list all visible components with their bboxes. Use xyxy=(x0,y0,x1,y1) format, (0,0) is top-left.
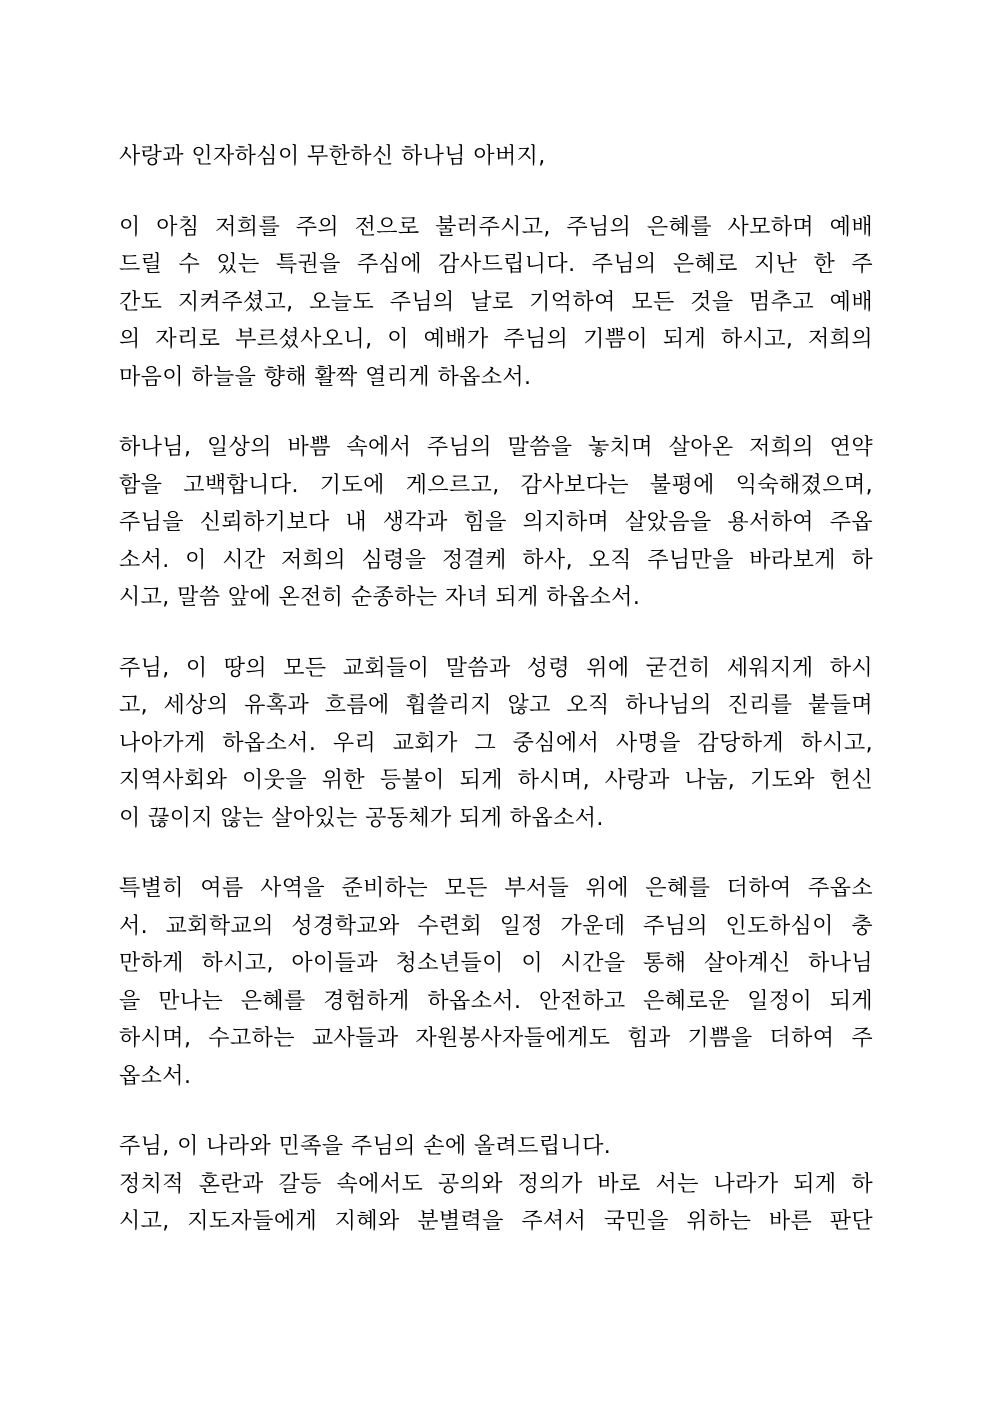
paragraph xyxy=(119,1128,873,1241)
paragraph xyxy=(119,650,873,838)
text-line: 하나님, 일상의 바쁨 속에서 주님의 말씀을 놓치며 살아온 저희의 연약 xyxy=(119,435,873,460)
text-line: 을 만나는 은혜를 경험하게 하옵소서. 안전하고 은혜로운 일정이 되게 xyxy=(119,988,873,1014)
text-line: 사랑과 인자하심이 무한하신 하나님 아버지, xyxy=(119,144,546,169)
text-line: 간도 지켜주셨고, 오늘도 주님의 날로 기억하여 모든 것을 멈추고 예배 xyxy=(119,289,873,315)
text-line: 이 아침 저희를 주의 전으로 불러주시고, 주님의 은혜를 사모하며 예배 xyxy=(119,214,873,240)
text-line: 마음이 하늘을 향해 활짝 열리게 하옵소서. xyxy=(119,364,532,390)
paragraph xyxy=(119,138,873,176)
text-line: 하시며, 수고하는 교사들과 자원봉사자들에게도 힘과 기쁨을 더하여 주 xyxy=(119,1026,873,1051)
text-line: 특별히 여름 사역을 준비하는 모든 부서들 위에 은혜를 더하여 주옵소 xyxy=(119,876,873,901)
text-line: 지역사회와 이웃을 위한 등불이 되게 하시며, 사랑과 나눔, 기도와 헌신 xyxy=(119,768,873,793)
paragraph xyxy=(119,870,873,1095)
text-line: 나아가게 하옵소서. 우리 교회가 그 중심에서 사명을 감당하게 하시고, xyxy=(119,730,873,756)
text-line: 이 끊이지 않는 살아있는 공동체가 되게 하옵소서. xyxy=(119,805,604,831)
paragraph xyxy=(119,209,873,397)
text-line: 주님, 이 땅의 모든 교회들이 말씀과 성령 위에 굳건히 세워지게 하시 xyxy=(119,655,873,681)
text-line: 의 자리로 부르셨사오니, 이 예배가 주님의 기쁨이 되게 하시고, 저희의 xyxy=(119,327,873,352)
paragraph xyxy=(119,429,873,617)
text-line: 고, 세상의 유혹과 흐름에 휩쓸리지 않고 오직 하나님의 진리를 붙들며 xyxy=(119,693,873,718)
text-line: 함을 고백합니다. 기도에 게으르고, 감사보다는 불평에 익숙해졌으며, xyxy=(119,472,873,498)
text-line: 드릴 수 있는 특권을 주심에 감사드립니다. 주님의 은혜로 지난 한 주 xyxy=(119,252,873,277)
text-line: 서. 교회학교의 성경학교와 수련회 일정 가운데 주님의 인도하심이 충 xyxy=(119,913,873,939)
text-line: 시고, 지도자들에게 지혜와 분별력을 주셔서 국민을 위하는 바른 판단 xyxy=(119,1209,873,1234)
text-line: 옵소서. xyxy=(119,1063,192,1089)
text-line: 주님을 신뢰하기보다 내 생각과 힘을 의지하며 살았음을 용서하여 주옵 xyxy=(119,510,873,535)
text-line: 시고, 말씀 앞에 온전히 순종하는 자녀 되게 하옵소서. xyxy=(119,585,641,610)
prayer-text-body xyxy=(119,138,873,1274)
text-line: 만하게 하시고, 아이들과 청소년들이 이 시간을 통해 살아계신 하나님 xyxy=(119,951,873,976)
text-line: 정치적 혼란과 갈등 속에서도 공의와 정의가 바로 서는 나라가 되게 하 xyxy=(119,1171,873,1197)
text-line: 소서. 이 시간 저희의 심령을 정결케 하사, 오직 주님만을 바라보게 하 xyxy=(119,547,873,573)
text-line: 주님, 이 나라와 민족을 주님의 손에 올려드립니다. xyxy=(119,1134,612,1159)
